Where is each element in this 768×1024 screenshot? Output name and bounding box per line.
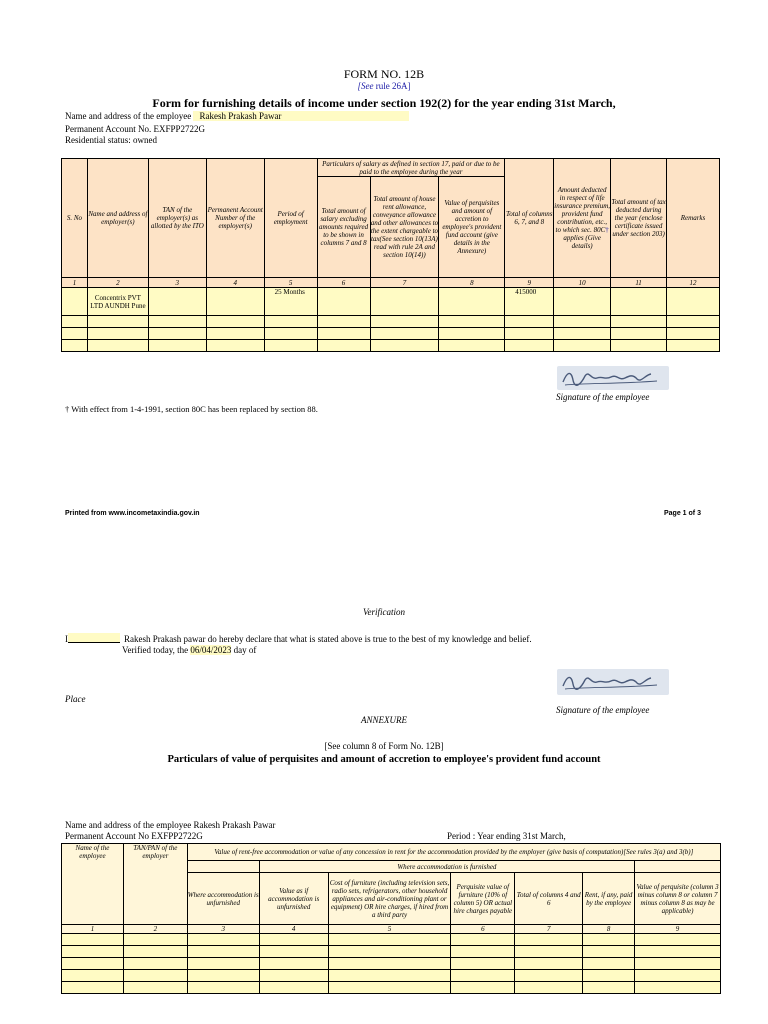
ann-header-furnished: Where accommodation is furnished	[259, 861, 634, 873]
cell[interactable]	[611, 288, 667, 316]
salary-table	[61, 158, 720, 352]
col-num: 5	[264, 278, 317, 288]
cell[interactable]	[505, 328, 554, 340]
cell[interactable]	[264, 328, 317, 340]
cell[interactable]	[370, 288, 439, 316]
cell[interactable]	[317, 328, 370, 340]
annexure-period: Period : Year ending 31st March,	[447, 831, 566, 841]
cell[interactable]	[206, 340, 264, 352]
cell[interactable]	[62, 982, 124, 994]
cell[interactable]	[505, 316, 554, 328]
cell[interactable]	[187, 982, 259, 994]
col-num: 4	[206, 278, 264, 288]
cell[interactable]	[583, 958, 635, 970]
signature-label: Signature of the employee	[556, 392, 650, 402]
cell[interactable]	[583, 946, 635, 958]
residential-status-line: Residential status: owned	[65, 135, 157, 145]
cell[interactable]	[148, 288, 206, 316]
cell[interactable]	[635, 982, 721, 994]
cell[interactable]	[148, 328, 206, 340]
cell[interactable]	[451, 946, 515, 958]
cell[interactable]	[451, 970, 515, 982]
cell[interactable]	[554, 328, 611, 340]
col-num: 3	[148, 278, 206, 288]
cell[interactable]	[515, 934, 583, 946]
col-num: 4	[259, 925, 328, 934]
cell[interactable]	[148, 340, 206, 352]
header-pan: Permanent Account Number of the employer(s)	[206, 159, 264, 278]
cell[interactable]	[667, 340, 720, 352]
cell[interactable]	[123, 982, 187, 994]
table-row	[62, 316, 720, 328]
cell[interactable]	[87, 328, 148, 340]
col-num: 11	[611, 278, 667, 288]
cell[interactable]	[635, 970, 721, 982]
cell[interactable]	[317, 316, 370, 328]
col-num: 7	[515, 925, 583, 934]
col-num: 1	[62, 278, 88, 288]
cell[interactable]	[259, 934, 328, 946]
ann-header-furniture-perquisite: Perquisite value of furniture (10% of column 5) OR actual hire charges payable	[451, 873, 515, 925]
cell[interactable]	[451, 958, 515, 970]
rule-reference: [See rule 26A]	[357, 81, 411, 91]
table-row	[62, 328, 720, 340]
cell[interactable]	[87, 340, 148, 352]
form-title: FORM NO. 12B	[343, 67, 425, 81]
cell[interactable]	[187, 970, 259, 982]
cell[interactable]	[667, 328, 720, 340]
table-row	[62, 934, 721, 946]
header-tan: TAN of the employer(s) as allotted by the ITO	[148, 159, 206, 278]
column-number-row	[62, 278, 720, 288]
cell[interactable]	[87, 316, 148, 328]
cell[interactable]	[62, 970, 124, 982]
cell[interactable]	[259, 982, 328, 994]
cell[interactable]	[123, 970, 187, 982]
cell[interactable]	[62, 328, 88, 340]
footnote: † With effect from 1-4-1991, section 80C has been replaced by section 88.	[65, 404, 318, 414]
verification-line: I Rakesh Prakash pawar do hereby declare that what is stated above is true to the best of my knowledge and belief.	[65, 634, 532, 644]
cell[interactable]	[62, 958, 124, 970]
col-num: 12	[667, 278, 720, 288]
cell[interactable]	[451, 934, 515, 946]
cell-period[interactable]: 25 Months	[264, 288, 317, 316]
ann-header-furniture-cost: Cost of furniture (including television sets, radio sets, refrigerators, other household appliances and air-conditioning plant or equipment) OR hire charges, if hired from a third party	[328, 873, 451, 925]
verification-date[interactable]: 06/04/2023	[190, 645, 232, 655]
cell[interactable]	[264, 316, 317, 328]
cell[interactable]	[515, 958, 583, 970]
cell[interactable]	[123, 934, 187, 946]
table-row	[62, 970, 721, 982]
footer-page: Page 1 of 3	[664, 510, 701, 517]
place-label: Place	[65, 694, 86, 704]
cell[interactable]	[328, 982, 451, 994]
cell[interactable]	[515, 946, 583, 958]
cell[interactable]	[554, 288, 611, 316]
verification-title: Verification	[363, 607, 405, 617]
header-period: Period of employment	[264, 159, 317, 278]
cell[interactable]	[187, 934, 259, 946]
cell[interactable]	[123, 958, 187, 970]
cell[interactable]	[439, 316, 505, 328]
col-num: 7	[370, 278, 439, 288]
col-num: 2	[87, 278, 148, 288]
cell[interactable]	[554, 340, 611, 352]
ann-header-value-unfurnished: Value as if accommodation is unfurnished	[259, 873, 328, 925]
cell[interactable]	[611, 316, 667, 328]
form-subtitle: Form for furnishing details of income under section 192(2) for the year ending 31st March,	[152, 96, 616, 110]
cell[interactable]	[328, 946, 451, 958]
annexure-heading: Particulars of value of perquisites and amount of accretion to employee's provident fund account	[167, 754, 601, 765]
cell[interactable]	[264, 340, 317, 352]
col-num: 5	[328, 925, 451, 934]
cell[interactable]	[62, 288, 88, 316]
cell[interactable]	[667, 316, 720, 328]
cell[interactable]	[259, 970, 328, 982]
ann-header-tan: TAN/PAN of the employer	[123, 844, 187, 925]
col-num: 10	[554, 278, 611, 288]
cell[interactable]	[439, 340, 505, 352]
cell[interactable]	[611, 328, 667, 340]
table-row	[62, 946, 721, 958]
verified-line: Verified today, the 06/04/2023 day of	[122, 645, 257, 655]
table-row	[62, 288, 720, 316]
ann-header-unfurnished: Where accommodation is unfurnished	[187, 873, 259, 925]
col-num: 8	[439, 278, 505, 288]
cell[interactable]	[148, 316, 206, 328]
cell[interactable]	[505, 340, 554, 352]
cell[interactable]	[328, 934, 451, 946]
col-num: 6	[451, 925, 515, 934]
cell[interactable]	[515, 970, 583, 982]
table-row	[62, 982, 721, 994]
cell[interactable]	[370, 328, 439, 340]
cell[interactable]	[62, 946, 124, 958]
cell[interactable]	[439, 328, 505, 340]
cell[interactable]	[583, 982, 635, 994]
col-num: 8	[583, 925, 635, 934]
header-remarks: Remarks	[667, 159, 720, 278]
ann-header-perquisite-value: Value of perquisite (column 3 minus column 8 or column 7 minus column 8 as may be applicable)	[635, 873, 721, 925]
cell[interactable]	[439, 288, 505, 316]
cell[interactable]	[370, 340, 439, 352]
cell[interactable]	[62, 340, 88, 352]
ann-header-total-4-6: Total of columns 4 and 6	[515, 873, 583, 925]
footer-source: Printed from www.incometaxindia.gov.in	[65, 510, 200, 517]
cell[interactable]	[328, 958, 451, 970]
header-perquisites: Value of perquisites and amount of accretion to employee's provident fund account (give details in the Annexure)	[439, 177, 505, 278]
cell[interactable]	[554, 316, 611, 328]
cell[interactable]	[206, 316, 264, 328]
col-num: 6	[317, 278, 370, 288]
header-salary-group: Particulars of salary as defined in section 17, paid or due to be paid to the employee during the year	[317, 159, 505, 177]
col-num: 2	[123, 925, 187, 934]
cell[interactable]	[611, 340, 667, 352]
header-employer-name: Name and address of employer(s)	[87, 159, 148, 278]
header-allowances: Total amount of house rent allowance, conveyance allowance and other allowances to the extent chargeable to tax(See section 10(13A) read with rule 2A and section 10(14))	[370, 177, 439, 278]
table-row	[62, 340, 720, 352]
cell-total[interactable]: 415000	[505, 288, 554, 316]
cell[interactable]	[583, 934, 635, 946]
annexure-title: ANNEXURE	[361, 715, 407, 725]
cell[interactable]	[328, 970, 451, 982]
ann-header-rent-paid: Rent, if any, paid by the employee	[583, 873, 635, 925]
cell-employer[interactable]: Concentrix PVT LTD AUNDH Pune	[87, 288, 148, 316]
cell[interactable]	[187, 958, 259, 970]
employee-name-line: Name and address of the employee Rakesh Prakash Pawar	[65, 111, 409, 121]
cell[interactable]	[187, 946, 259, 958]
table-row	[62, 958, 721, 970]
cell[interactable]	[317, 288, 370, 316]
cell[interactable]	[206, 328, 264, 340]
cell[interactable]	[370, 316, 439, 328]
cell[interactable]	[515, 982, 583, 994]
col-num: 1	[62, 925, 124, 934]
header-total-6-7-8: Total of columns 6, 7, and 8	[505, 159, 554, 278]
cell[interactable]	[635, 958, 721, 970]
annexure-employee-line: Name and address of the employee Rakesh Prakash Pawar	[65, 820, 276, 830]
header-salary-amount: Total amount of salary excluding amounts required to be shown in columns 7 and 8	[317, 177, 370, 278]
header-sno: S. No	[62, 159, 88, 278]
cell[interactable]	[583, 970, 635, 982]
header-tax-deducted: Total amount of tax deducted during the year (enclose certificate issued under section 203)	[611, 159, 667, 278]
signature-image	[557, 366, 669, 390]
employee-name-value: Rakesh Prakash Pawar	[193, 111, 409, 121]
header-80c-deduction: Amount deducted in respect of life insurance premium, provident fund contribution, etc., to which sec. 80C† applies (Give details)	[554, 159, 611, 278]
ann-header-group: Value of rent-free accommodation or value of any concession in rent for the accommodation provided by the employer (give basis of computation)[See rules 3(a) and 3(b)]	[187, 844, 720, 861]
cell[interactable]	[206, 288, 264, 316]
ann-column-number-row	[62, 925, 721, 934]
pan-line: Permanent Account No. EXFPP2722G	[65, 124, 205, 134]
cell[interactable]	[62, 934, 124, 946]
signature-image	[557, 669, 669, 695]
cell[interactable]	[259, 958, 328, 970]
annexure-pan-line: Permanent Account No EXFPP2722G	[65, 831, 203, 841]
cell[interactable]	[123, 946, 187, 958]
annexure-table	[61, 843, 721, 994]
col-num: 9	[635, 925, 721, 934]
cell[interactable]	[667, 288, 720, 316]
annexure-reference: [See column 8 of Form No. 12B]	[324, 741, 444, 751]
cell[interactable]	[62, 316, 88, 328]
signature-label: Signature of the employee	[556, 705, 650, 715]
cell[interactable]	[635, 946, 721, 958]
declarant-blank[interactable]	[68, 633, 120, 643]
cell[interactable]	[451, 982, 515, 994]
col-num: 9	[505, 278, 554, 288]
ann-header-employee: Name of the employee	[62, 844, 124, 925]
cell[interactable]	[635, 934, 721, 946]
col-num: 3	[187, 925, 259, 934]
cell[interactable]	[317, 340, 370, 352]
cell[interactable]	[259, 946, 328, 958]
